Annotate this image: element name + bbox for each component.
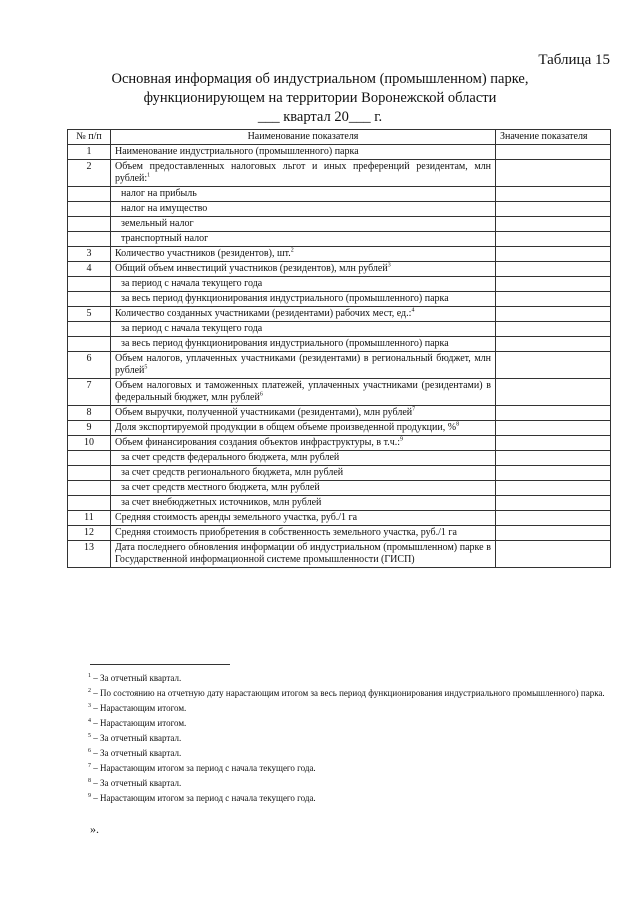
footnote-item	[88, 703, 618, 714]
indicator-text: Объем предоставленных налоговых льгот и иных преференций резидентам, млн рублей:	[115, 161, 491, 184]
table-row	[68, 526, 611, 541]
footnote-item	[88, 748, 618, 759]
indicator-text: Дата последнего обновления информации об индустриальном (промышленном) парке в Государственной информационной системе промышленности (ГИСП)	[115, 542, 491, 565]
footnote-ref: 5	[144, 364, 148, 371]
table-row	[68, 337, 611, 352]
indicator-name	[111, 145, 496, 160]
title-line-1: Основная информация об индустриальном (промышленном) парке,	[111, 71, 529, 87]
indicator-text: Общий объем инвестиций участников (резидентов), млн рублей	[115, 263, 388, 274]
indicator-value-cell[interactable]	[496, 526, 611, 541]
indicator-value-cell[interactable]	[496, 292, 611, 307]
table-row	[68, 232, 611, 247]
indicator-name	[111, 379, 496, 406]
row-number: 1	[68, 145, 111, 160]
table-row	[68, 307, 611, 322]
footnote-text: – По состоянию на отчетную дату нарастающим итогом за весь период функционирования индустриального промышленного) парка.	[93, 688, 605, 698]
footnote-item	[88, 778, 618, 789]
footnote-item	[88, 793, 618, 804]
indicator-text: земельный налог	[121, 218, 194, 229]
footnote-ref: 9	[400, 436, 404, 443]
footnote-text: – Нарастающим итогом за период с начала текущего года.	[93, 763, 316, 773]
sub-indicator-name	[111, 337, 496, 352]
footnote-ref: 8	[456, 421, 460, 428]
table-row	[68, 511, 611, 526]
indicator-value-cell[interactable]	[496, 187, 611, 202]
indicator-value-cell[interactable]	[496, 511, 611, 526]
footnote-text: – Нарастающим итогом.	[93, 703, 187, 713]
indicator-text: Объем финансирования создания объектов инфраструктуры, в т.ч.:	[115, 437, 401, 448]
row-number	[68, 496, 111, 511]
indicator-name	[111, 406, 496, 421]
sub-indicator-name	[111, 187, 496, 202]
row-number	[68, 322, 111, 337]
sub-indicator-name	[111, 292, 496, 307]
table-label: Таблица 15	[538, 52, 610, 68]
indicator-text: Объем выручки, полученной участниками (резидентами), млн рублей	[115, 407, 413, 418]
indicators-table	[67, 129, 611, 568]
footnote-mark: 2	[88, 688, 91, 694]
table-row	[68, 145, 611, 160]
table-row	[68, 187, 611, 202]
indicator-text: налог на прибыль	[121, 188, 197, 199]
indicator-text: Количество участников (резидентов), шт.	[115, 248, 291, 259]
row-number	[68, 466, 111, 481]
table-row	[68, 496, 611, 511]
table-row	[68, 379, 611, 406]
indicator-value-cell[interactable]	[496, 232, 611, 247]
table-header-row	[68, 130, 611, 145]
indicator-value-cell[interactable]	[496, 421, 611, 436]
closing-mark: ».	[90, 822, 99, 836]
indicator-value-cell[interactable]	[496, 451, 611, 466]
footnote-mark: 8	[88, 778, 91, 784]
row-number: 8	[68, 406, 111, 421]
indicator-name	[111, 307, 496, 322]
footnote-item	[88, 718, 618, 729]
footnote-mark: 1	[88, 673, 91, 679]
table-row	[68, 277, 611, 292]
footnote-ref: 2	[290, 247, 294, 254]
footnote-divider	[90, 664, 230, 665]
table-row	[68, 421, 611, 436]
table-row	[68, 466, 611, 481]
indicator-text: за весь период функционирования индустриального (промышленного) парка	[121, 293, 449, 304]
indicator-value-cell[interactable]	[496, 379, 611, 406]
footnote-text: – За отчетный квартал.	[93, 673, 182, 683]
indicator-name	[111, 247, 496, 262]
row-number: 7	[68, 379, 111, 406]
title-line-3: ___ квартал 20___ г.	[257, 109, 383, 125]
footnote-item	[88, 733, 618, 744]
footnote-item	[88, 688, 618, 699]
table-row	[68, 352, 611, 379]
indicator-value-cell[interactable]	[496, 541, 611, 568]
row-number	[68, 277, 111, 292]
row-number	[68, 337, 111, 352]
indicator-name	[111, 436, 496, 451]
indicator-value-cell[interactable]	[496, 322, 611, 337]
sub-indicator-name	[111, 277, 496, 292]
indicator-name	[111, 511, 496, 526]
table-row	[68, 202, 611, 217]
row-number	[68, 232, 111, 247]
footnote-mark: 5	[88, 733, 91, 739]
table-row	[68, 247, 611, 262]
title-line-2: функционирующем на территории Воронежской области	[143, 90, 497, 106]
footnote-item	[88, 763, 618, 774]
footnote-text: – За отчетный квартал.	[93, 733, 182, 743]
footnote-mark: 7	[88, 763, 91, 769]
sub-indicator-name	[111, 496, 496, 511]
footnote-ref: 6	[259, 391, 263, 398]
sub-indicator-name	[111, 322, 496, 337]
sub-indicator-name	[111, 466, 496, 481]
indicator-text: Средняя стоимость аренды земельного участка, руб./1 га	[115, 512, 358, 523]
indicator-text: Количество созданных участниками (резидентами) рабочих мест, ед.:	[115, 308, 412, 319]
table-row	[68, 436, 611, 451]
indicator-text: Наименование индустриального (промышленного) парка	[115, 146, 359, 157]
footnote-item	[88, 673, 618, 684]
footnote-mark: 6	[88, 748, 91, 754]
indicator-text: транспортный налог	[121, 233, 209, 244]
indicator-text: за период с начала текущего года	[121, 323, 263, 334]
sub-indicator-name	[111, 217, 496, 232]
indicator-name	[111, 421, 496, 436]
table-row	[68, 541, 611, 568]
column-header-value: Значение показателя	[496, 130, 611, 145]
indicator-text: за весь период функционирования индустриального (промышленного) парка	[121, 338, 449, 349]
indicator-text: Средняя стоимость приобретения в собственность земельного участка, руб./1 га	[115, 527, 457, 538]
indicator-value-cell[interactable]	[496, 262, 611, 277]
indicator-value-cell[interactable]	[496, 145, 611, 160]
indicator-name	[111, 160, 496, 187]
indicator-text: за счет средств регионального бюджета, млн рублей	[121, 467, 344, 478]
indicator-value-cell[interactable]	[496, 247, 611, 262]
indicator-value-cell[interactable]	[496, 352, 611, 379]
indicator-text: за счет средств федерального бюджета, млн рублей	[121, 452, 340, 463]
row-number: 11	[68, 511, 111, 526]
indicator-value-cell[interactable]	[496, 307, 611, 322]
row-number	[68, 481, 111, 496]
indicator-value-cell[interactable]	[496, 202, 611, 217]
indicator-value-cell[interactable]	[496, 481, 611, 496]
footnote-mark: 3	[88, 703, 91, 709]
indicator-value-cell[interactable]	[496, 436, 611, 451]
indicator-name	[111, 352, 496, 379]
indicator-text: Объем налогов, уплаченных участниками (резидентами) в региональный бюджет, млн рублей	[115, 353, 491, 376]
table-row	[68, 406, 611, 421]
footnote-mark: 4	[88, 718, 91, 724]
table-row	[68, 292, 611, 307]
row-number: 13	[68, 541, 111, 568]
sub-indicator-name	[111, 451, 496, 466]
column-header-number: № п/п	[68, 130, 111, 145]
indicator-value-cell[interactable]	[496, 277, 611, 292]
row-number: 3	[68, 247, 111, 262]
indicator-value-cell[interactable]	[496, 337, 611, 352]
footnote-text: – За отчетный квартал.	[93, 748, 182, 758]
row-number: 4	[68, 262, 111, 277]
indicator-name	[111, 262, 496, 277]
row-number	[68, 187, 111, 202]
footnote-mark: 9	[88, 793, 91, 799]
table-row	[68, 160, 611, 187]
footnote-ref: 4	[411, 307, 415, 314]
sub-indicator-name	[111, 232, 496, 247]
table-row	[68, 451, 611, 466]
indicator-name	[111, 541, 496, 568]
indicator-value-cell[interactable]	[496, 406, 611, 421]
row-number	[68, 451, 111, 466]
sub-indicator-name	[111, 202, 496, 217]
indicator-text: налог на имущество	[121, 203, 208, 214]
indicator-text: за счет средств местного бюджета, млн рублей	[121, 482, 320, 493]
table-row	[68, 481, 611, 496]
table-row	[68, 322, 611, 337]
indicator-name	[111, 526, 496, 541]
indicator-value-cell[interactable]	[496, 496, 611, 511]
table-row	[68, 217, 611, 232]
row-number	[68, 202, 111, 217]
indicator-value-cell[interactable]	[496, 466, 611, 481]
row-number: 12	[68, 526, 111, 541]
column-header-name: Наименование показателя	[111, 130, 496, 145]
indicator-value-cell[interactable]	[496, 217, 611, 232]
footnote-ref: 3	[387, 262, 391, 269]
indicator-value-cell[interactable]	[496, 160, 611, 187]
row-number: 6	[68, 352, 111, 379]
row-number: 5	[68, 307, 111, 322]
indicator-text: за период с начала текущего года	[121, 278, 263, 289]
row-number: 2	[68, 160, 111, 187]
footnote-text: – За отчетный квартал.	[93, 778, 182, 788]
sub-indicator-name	[111, 481, 496, 496]
row-number: 10	[68, 436, 111, 451]
footnote-ref: 7	[412, 406, 416, 413]
footnote-ref: 1	[147, 172, 151, 179]
footnote-text: – Нарастающим итогом.	[93, 718, 187, 728]
indicator-text: за счет внебюджетных источников, млн рублей	[121, 497, 322, 508]
row-number: 9	[68, 421, 111, 436]
table-row	[68, 262, 611, 277]
indicator-text: Доля экспортируемой продукции в общем объеме произведенной продукции, %	[115, 422, 457, 433]
footnote-text: – Нарастающим итогом за период с начала текущего года.	[93, 793, 316, 803]
row-number	[68, 292, 111, 307]
row-number	[68, 217, 111, 232]
footnotes	[88, 673, 618, 808]
indicator-text: Объем налоговых и таможенных платежей, уплаченных участниками (резидентами) в федеральный бюджет, млн рублей	[115, 380, 491, 403]
